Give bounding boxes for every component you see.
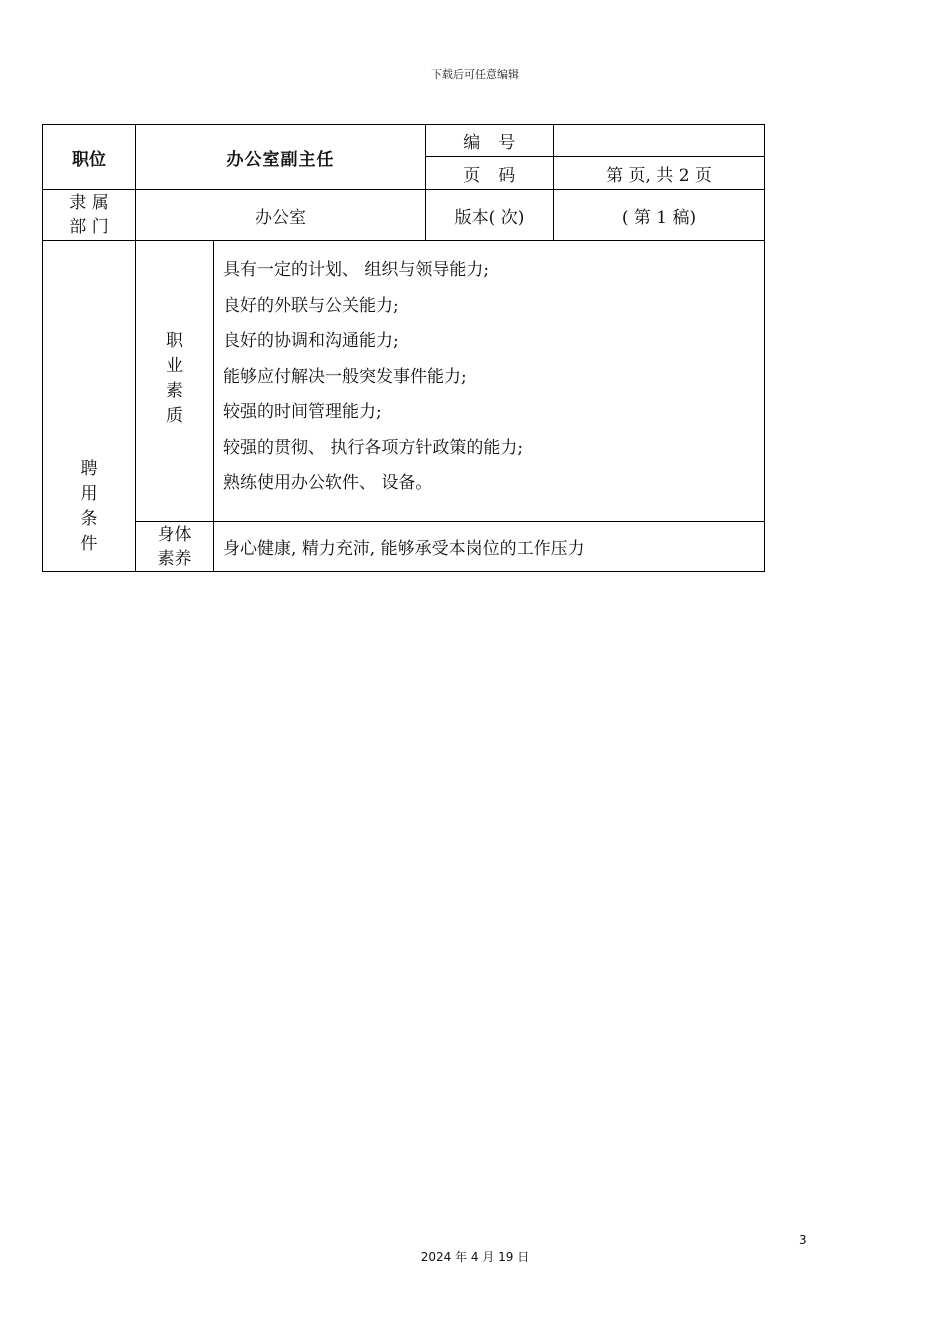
hiring-char: 件 <box>80 534 98 554</box>
page-value: 第 页, 共 2 页 <box>554 157 765 190</box>
job-description-table <box>42 124 765 572</box>
version-label: 版本( 次) <box>426 190 554 241</box>
requirement-item: 较强的时间管理能力; <box>223 402 382 422</box>
quality-char: 职 <box>166 331 183 351</box>
requirement-item: 良好的外联与公关能力; <box>223 295 399 316</box>
header-note: 下载后可任意编辑 <box>431 68 519 81</box>
page-label: 页 码 <box>426 157 554 190</box>
number-label: 编 号 <box>426 125 554 157</box>
hiring-char: 条 <box>80 509 98 529</box>
position-label: 职位 <box>43 125 136 190</box>
dept-label <box>43 190 136 241</box>
dept-label-line2: 部 门 <box>69 217 109 237</box>
dept-value: 办公室 <box>136 190 426 241</box>
requirement-item: 良好的协调和沟通能力; <box>223 331 399 351</box>
requirement-item: 熟练使用办公软件、 设备。 <box>223 473 433 493</box>
hiring-char: 聘 <box>80 459 98 479</box>
position-title: 办公室副主任 <box>136 125 426 190</box>
professional-quality-label <box>136 241 214 522</box>
requirement-item: 能够应付解决一般突发事件能力; <box>223 366 467 387</box>
physical-label-line1: 身体 <box>157 524 192 545</box>
requirement-item: 具有一定的计划、 组织与领导能力; <box>223 260 490 280</box>
physical-value: 身心健康, 精力充沛, 能够承受本岗位的工作压力 <box>214 522 765 572</box>
number-value <box>554 125 765 157</box>
version-value: ( 第 1 稿) <box>554 190 765 241</box>
professional-quality-list <box>214 241 765 522</box>
physical-label-line2: 素养 <box>157 548 192 569</box>
hiring-conditions-label <box>43 241 136 572</box>
footer-date: 2024 年 4 月 19 日 <box>420 1250 530 1264</box>
dept-label-line1: 隶 属 <box>69 193 109 213</box>
quality-char: 业 <box>166 356 183 376</box>
quality-char: 质 <box>166 406 183 426</box>
physical-label <box>136 522 214 572</box>
page-number: 3 <box>799 1233 807 1247</box>
requirement-item: 较强的贯彻、 执行各项方针政策的能力; <box>223 437 524 458</box>
hiring-char: 用 <box>80 484 98 504</box>
quality-char: 素 <box>166 381 183 401</box>
